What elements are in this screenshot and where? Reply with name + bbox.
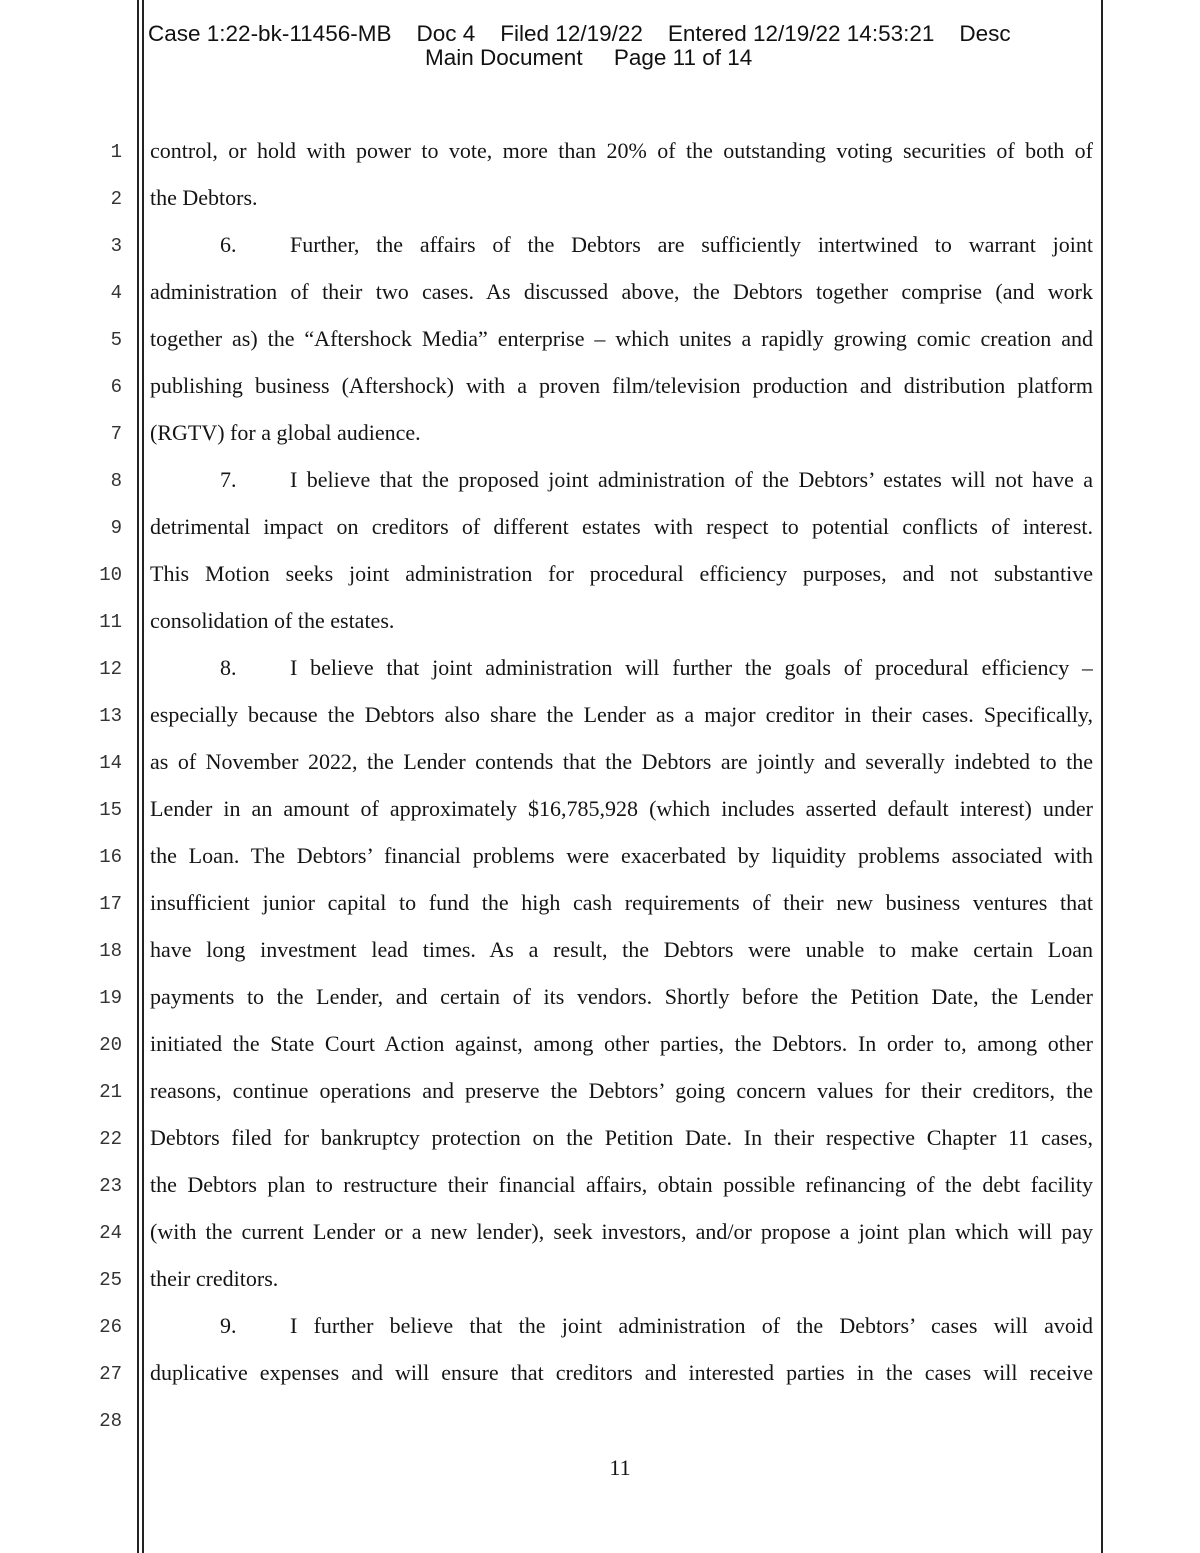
line-number: 27 <box>99 1363 122 1385</box>
line-number: 16 <box>99 846 122 868</box>
text-line: administration of their two cases. As discussed above, the Debtors together comprise (and work <box>150 279 1093 304</box>
line-number: 14 <box>99 752 122 774</box>
text-line: initiated the State Court Action against, among other parties, the Debtors. In order to, among other <box>150 1031 1093 1056</box>
left-margin-rule-inner <box>142 0 144 1553</box>
line-number: 8 <box>110 470 122 492</box>
paragraph-number: 9. <box>220 1313 237 1338</box>
filing-header-row-1 <box>148 22 1098 46</box>
line-number: 15 <box>99 799 122 821</box>
text-line: together as) the “Aftershock Media” enterprise – which unites a rapidly growing comic creation and <box>150 326 1093 351</box>
line-number: 19 <box>99 987 122 1009</box>
text-line: their creditors. <box>150 1266 279 1291</box>
paragraph-number: 8. <box>220 655 237 680</box>
paragraph-7-first-line <box>150 467 1093 493</box>
text-span: Further, the affairs of the Debtors are sufficiently intertwined to warrant joint <box>290 232 1093 257</box>
line-number: 11 <box>99 611 122 633</box>
paragraph-8-first-line <box>150 655 1093 681</box>
text-line: This Motion seeks joint administration for procedural efficiency purposes, and not substantive <box>150 561 1093 586</box>
line-number: 28 <box>99 1410 122 1432</box>
line-number: 3 <box>110 235 122 257</box>
text-line: (with the current Lender or a new lender), seek investors, and/or propose a joint plan which will pay <box>150 1219 1093 1244</box>
text-line: Lender in an amount of approximately $16,785,928 (which includes asserted default interest) under <box>150 796 1093 821</box>
filing-header-row-2 <box>425 46 1200 70</box>
text-line: the Loan. The Debtors’ financial problems were exacerbated by liquidity problems associated with <box>150 843 1093 868</box>
text-span: I further believe that the joint administration of the Debtors’ cases will avoid <box>290 1313 1093 1338</box>
line-number: 13 <box>99 705 122 727</box>
text-line: duplicative expenses and will ensure that creditors and interested parties in the cases will receive <box>150 1360 1093 1385</box>
paragraph-number: 7. <box>220 467 237 492</box>
page-number: 11 <box>609 1455 631 1480</box>
line-number: 12 <box>99 658 122 680</box>
paragraph-6-first-line <box>150 232 1093 258</box>
line-number: 6 <box>110 376 122 398</box>
line-number: 1 <box>110 141 122 163</box>
line-number: 24 <box>99 1222 122 1244</box>
text-line: insufficient junior capital to fund the high cash requirements of their new business ventures that <box>150 890 1093 915</box>
line-number: 4 <box>110 282 122 304</box>
text-line: control, or hold with power to vote, more than 20% of the outstanding voting securities of both of <box>150 138 1093 163</box>
line-number: 17 <box>99 893 122 915</box>
court-filing-header <box>148 22 1098 70</box>
filed-date: Filed 12/19/22 <box>500 21 643 46</box>
line-number: 2 <box>110 188 122 210</box>
paragraph-9-first-line <box>150 1313 1093 1339</box>
text-line: especially because the Debtors also share the Lender as a major creditor in their cases. Specifically, <box>150 702 1093 727</box>
text-line: payments to the Lender, and certain of its vendors. Shortly before the Petition Date, the Lender <box>150 984 1093 1009</box>
line-number: 20 <box>99 1034 122 1056</box>
text-line: the Debtors. <box>150 185 258 210</box>
text-line: publishing business (Aftershock) with a proven film/television production and distribution platform <box>150 373 1093 398</box>
page-of-label: Page 11 of 14 <box>613 45 753 70</box>
text-span: I believe that joint administration will further the goals of procedural efficiency – <box>290 655 1093 680</box>
line-number: 22 <box>99 1128 122 1150</box>
text-line: have long investment lead times. As a result, the Debtors were unable to make certain Loan <box>150 937 1093 962</box>
text-line: reasons, continue operations and preserve the Debtors’ going concern values for their creditors, the <box>150 1078 1093 1103</box>
main-document-label: Main Document <box>425 45 583 70</box>
entered-date: Entered 12/19/22 14:53:21 <box>667 21 935 46</box>
text-line: the Debtors plan to restructure their financial affairs, obtain possible refinancing of the debt facility <box>150 1172 1093 1197</box>
text-span: I believe that the proposed joint administration of the Debtors’ estates will not have a <box>290 467 1093 492</box>
line-number: 7 <box>110 423 122 445</box>
line-number: 5 <box>110 329 122 351</box>
line-number: 9 <box>110 517 122 539</box>
case-number: Case 1:22-bk-11456-MB <box>148 21 392 46</box>
text-line: Debtors filed for bankruptcy protection on the Petition Date. In their respective Chapter 11 cases, <box>150 1125 1093 1150</box>
line-number: 26 <box>99 1316 122 1338</box>
line-number: 25 <box>99 1269 122 1291</box>
doc-number: Doc 4 <box>416 21 476 46</box>
desc-label: Desc <box>959 21 1011 46</box>
line-number: 18 <box>99 940 122 962</box>
line-number: 10 <box>99 564 122 586</box>
text-line: detrimental impact on creditors of different estates with respect to potential conflicts of interest. <box>150 514 1093 539</box>
text-line: consolidation of the estates. <box>150 608 395 633</box>
text-line: (RGTV) for a global audience. <box>150 420 421 445</box>
line-number: 23 <box>99 1175 122 1197</box>
left-margin-rule-outer <box>137 0 139 1553</box>
line-number: 21 <box>99 1081 122 1103</box>
text-line: as of November 2022, the Lender contends that the Debtors are jointly and severally indebted to the <box>150 749 1093 774</box>
right-margin-rule <box>1101 0 1103 1553</box>
paragraph-number: 6. <box>220 232 237 257</box>
